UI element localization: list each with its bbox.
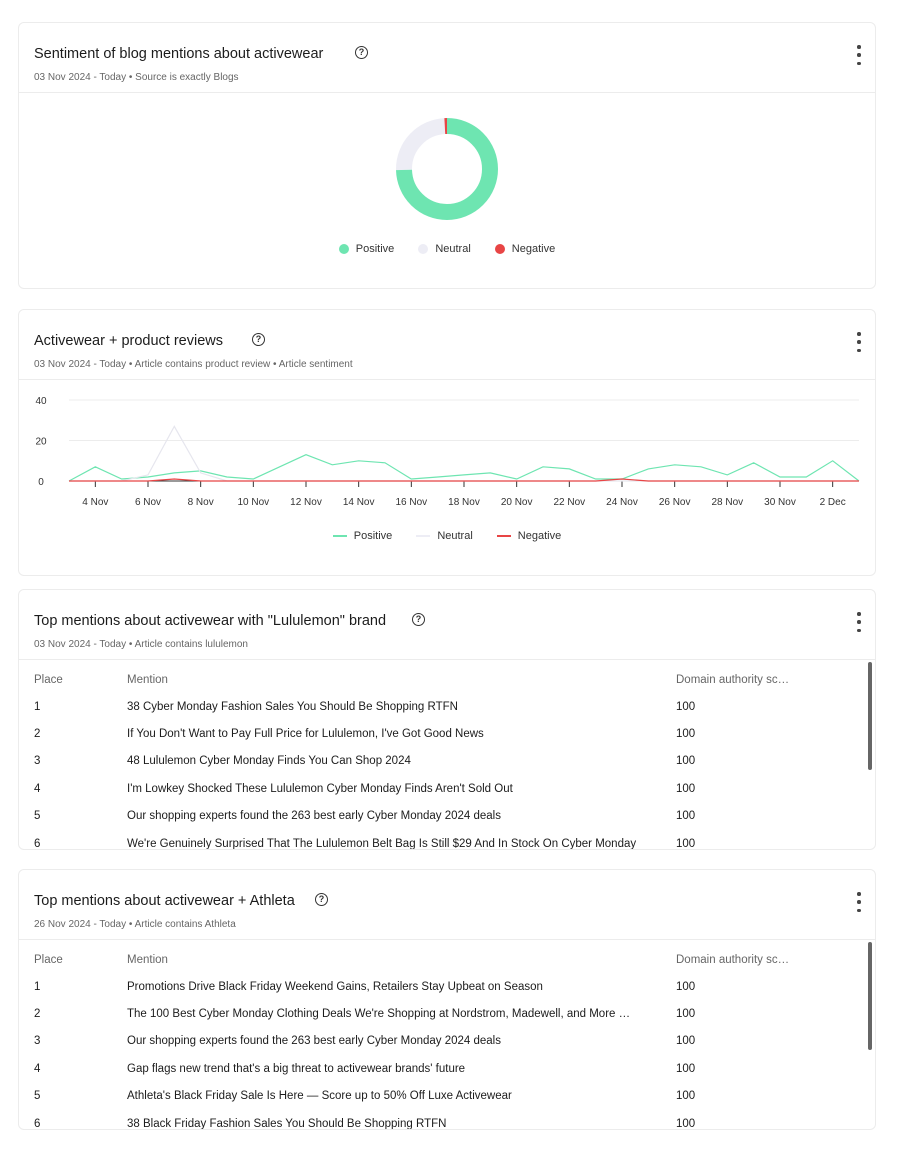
card-header [19, 870, 875, 940]
column-header-domain-authority[interactable]: Domain authority sc… [676, 954, 790, 966]
column-header-place[interactable]: Place [34, 954, 63, 966]
place-cell: 2 [34, 1008, 41, 1020]
card-subtitle: 03 Nov 2024 - Today • Article contains lululemon [34, 639, 248, 650]
legend-positive[interactable] [339, 243, 395, 255]
table-row[interactable] [19, 802, 875, 829]
place-cell: 5 [34, 810, 41, 822]
legend-label: Positive [353, 530, 393, 542]
card-header [19, 590, 875, 660]
card-title: Sentiment of blog mentions about activewear [34, 46, 324, 62]
place-cell: 3 [34, 1035, 41, 1047]
legend-neutral-swatch [418, 244, 428, 254]
domain-cell: 100 [676, 728, 696, 740]
x-tick-label: 2 Dec [819, 497, 846, 508]
legend-label: Neutral [435, 243, 471, 255]
x-tick-label: 14 Nov [342, 497, 375, 508]
domain-cell: 100 [676, 701, 696, 713]
line-chart-legend [19, 530, 875, 542]
place-cell: 4 [34, 1063, 41, 1075]
column-header-mention[interactable]: Mention [127, 674, 168, 686]
table-row[interactable] [19, 1082, 875, 1109]
place-cell: 4 [34, 783, 41, 795]
more-options-icon[interactable] [851, 612, 867, 632]
place-cell: 2 [34, 728, 41, 740]
more-options-icon[interactable] [851, 332, 867, 352]
place-cell: 3 [34, 755, 41, 767]
domain-cell: 100 [676, 783, 696, 795]
table-header-row [19, 666, 875, 693]
legend-negative[interactable] [497, 530, 561, 542]
card-subtitle: 03 Nov 2024 - Today • Article contains product review • Article sentiment [34, 359, 353, 370]
legend-label: Positive [355, 243, 395, 255]
table-scrollbar[interactable] [868, 662, 872, 770]
table-row[interactable] [19, 720, 875, 747]
x-tick-label: 8 Nov [187, 497, 214, 508]
legend-label: Neutral [437, 530, 473, 542]
place-cell: 1 [34, 701, 41, 713]
mentions-table [19, 940, 875, 1130]
table-row[interactable] [19, 1110, 875, 1130]
more-options-icon[interactable] [851, 45, 867, 65]
x-tick-label: 20 Nov [500, 497, 533, 508]
mention-cell[interactable]: Athleta's Black Friday Sale Is Here — Score up to 50% Off Luxe Activewear [127, 1090, 512, 1102]
y-tick-label: 40 [35, 396, 47, 408]
card-subtitle: 03 Nov 2024 - Today • Source is exactly Blogs [34, 72, 239, 83]
x-tick-label: 22 Nov [553, 497, 586, 508]
donut-legend [19, 243, 875, 255]
x-tick-label: 18 Nov [448, 497, 480, 508]
legend-label: Negative [511, 243, 556, 255]
x-tick-label: 4 Nov [82, 497, 109, 508]
mention-cell[interactable]: Gap flags new trend that's a big threat to activewear brands' future [127, 1063, 466, 1075]
legend-negative-swatch [495, 244, 505, 254]
x-tick-label: 30 Nov [764, 497, 796, 508]
line-chart [19, 386, 876, 526]
legend-positive-swatch [339, 244, 349, 254]
legend-negative[interactable] [495, 243, 555, 255]
help-icon[interactable]: ? [315, 893, 328, 906]
table-row[interactable] [19, 693, 875, 720]
lululemon-mentions-card [18, 589, 876, 850]
legend-neutral[interactable] [418, 243, 470, 255]
legend-negative-swatch [497, 535, 511, 537]
more-options-icon[interactable] [851, 892, 867, 912]
mention-cell[interactable]: Our shopping experts found the 263 best early Cyber Monday 2024 deals [127, 810, 501, 822]
legend-label: Negative [517, 530, 562, 542]
domain-cell: 100 [676, 810, 696, 822]
table-row[interactable] [19, 1000, 875, 1027]
domain-cell: 100 [676, 1035, 696, 1047]
help-icon[interactable]: ? [355, 46, 368, 59]
card-header [19, 23, 875, 93]
legend-neutral[interactable] [416, 530, 472, 542]
x-tick-label: 26 Nov [658, 497, 691, 508]
domain-cell: 100 [676, 1118, 696, 1130]
place-cell: 1 [34, 981, 41, 993]
mention-cell[interactable]: 38 Cyber Monday Fashion Sales You Should Be Shopping RTFN [127, 701, 458, 713]
legend-positive-swatch [333, 535, 347, 537]
x-tick-label: 28 Nov [711, 497, 744, 508]
card-title: Activewear + product reviews [34, 333, 223, 349]
x-tick-label: 16 Nov [395, 497, 428, 508]
x-tick-label: 24 Nov [606, 497, 638, 508]
y-tick-label: 0 [38, 477, 44, 488]
x-tick-label: 12 Nov [290, 497, 322, 508]
series-line-neutral [69, 426, 859, 481]
domain-cell: 100 [676, 1090, 696, 1102]
mentions-table [19, 660, 875, 850]
sentiment-donut [19, 103, 876, 253]
mention-cell[interactable]: The 100 Best Cyber Monday Clothing Deals We're Shopping at Nordstrom, Madewell, and More … [127, 1008, 631, 1020]
domain-cell: 100 [676, 1008, 696, 1020]
sentiment-card [18, 22, 876, 289]
card-title: Top mentions about activewear with "Lululemon" brand [34, 613, 387, 629]
x-tick-label: 10 Nov [237, 497, 270, 508]
product-reviews-card [18, 309, 876, 576]
athleta-mentions-card [18, 869, 876, 1130]
place-cell: 6 [34, 1118, 41, 1130]
mention-cell[interactable]: We're Genuinely Surprised That The Lululemon Belt Bag Is Still $29 And In Stock On Cyber Monday [127, 838, 637, 850]
table-scrollbar[interactable] [868, 942, 872, 1050]
column-header-mention[interactable]: Mention [127, 954, 168, 966]
column-header-place[interactable]: Place [34, 674, 63, 686]
table-row[interactable] [19, 973, 875, 1000]
table-row[interactable] [19, 1027, 875, 1054]
card-title: Top mentions about activewear + Athleta [34, 893, 295, 909]
card-header [19, 310, 875, 380]
mention-cell[interactable]: Promotions Drive Black Friday Weekend Gains, Retailers Stay Upbeat on Season [127, 981, 543, 993]
place-cell: 6 [34, 838, 41, 850]
legend-neutral-swatch [416, 535, 430, 537]
place-cell: 5 [34, 1090, 41, 1102]
table-row[interactable] [19, 1055, 875, 1082]
mention-cell[interactable]: I'm Lowkey Shocked These Lululemon Cyber Monday Finds Aren't Sold Out [127, 783, 513, 795]
y-tick-label: 20 [35, 436, 47, 448]
table-row[interactable] [19, 775, 875, 802]
domain-cell: 100 [676, 755, 696, 767]
help-icon[interactable]: ? [252, 333, 265, 346]
domain-cell: 100 [676, 1063, 696, 1075]
mention-cell[interactable]: Our shopping experts found the 263 best early Cyber Monday 2024 deals [127, 1035, 501, 1047]
domain-cell: 100 [676, 838, 696, 850]
domain-cell: 100 [676, 981, 696, 993]
column-header-domain-authority[interactable]: Domain authority sc… [676, 674, 790, 686]
card-subtitle: 26 Nov 2024 - Today • Article contains Athleta [34, 919, 236, 930]
legend-positive[interactable] [333, 530, 393, 542]
mention-cell[interactable]: If You Don't Want to Pay Full Price for Lululemon, I've Got Good News [127, 728, 484, 740]
x-tick-label: 6 Nov [134, 497, 162, 508]
table-header-row [19, 946, 875, 973]
mention-cell[interactable]: 38 Black Friday Fashion Sales You Should Be Shopping RTFN [127, 1118, 447, 1130]
table-row[interactable] [19, 830, 875, 850]
table-row[interactable] [19, 747, 875, 774]
mention-cell[interactable]: 48 Lululemon Cyber Monday Finds You Can Shop 2024 [127, 755, 411, 767]
series-line-positive [69, 455, 859, 481]
help-icon[interactable]: ? [412, 613, 425, 626]
